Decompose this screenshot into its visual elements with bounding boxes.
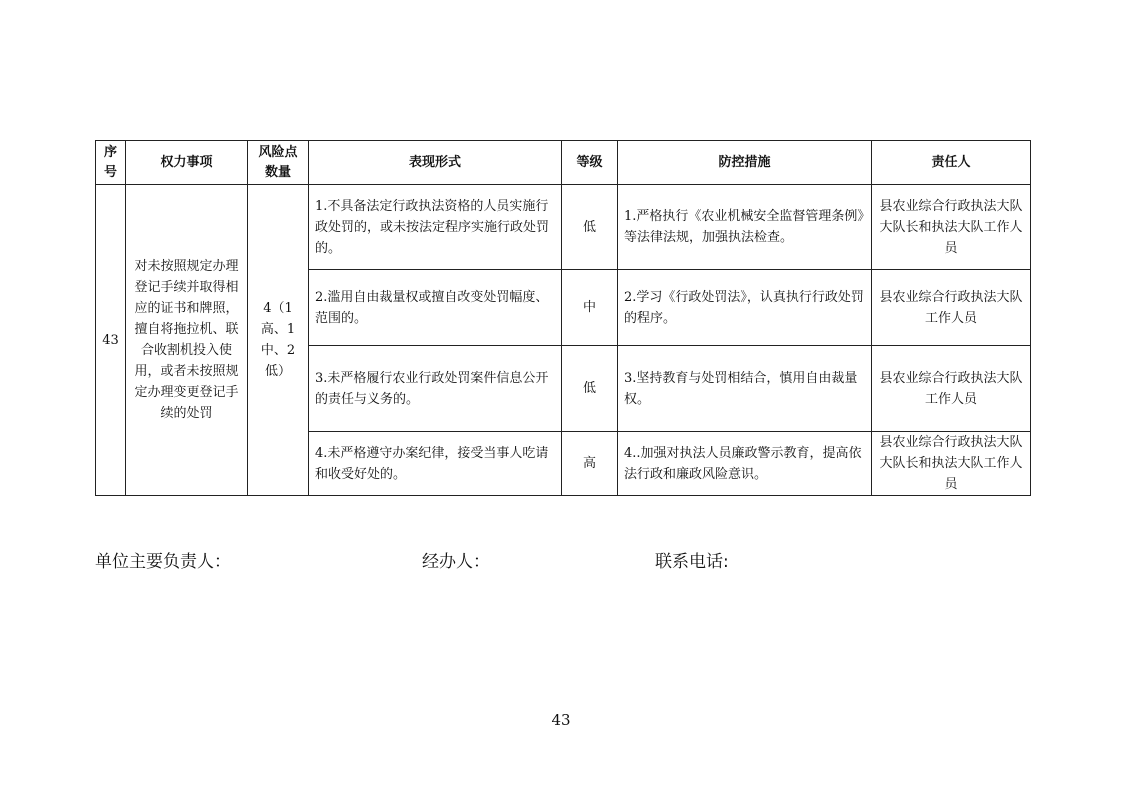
signature-footer	[95, 547, 1030, 573]
measure-cell: 4..加强对执法人员廉政警示教育，提高依法行政和廉政风险意识。	[618, 432, 872, 496]
header-risk-count-line-1: 风险点	[258, 144, 298, 160]
phone-label: 联系电话:	[655, 552, 729, 572]
form-cell: 4.未严格遵守办案纪律，接受当事人吃请和收受好处的。	[309, 432, 562, 496]
leader-label: 单位主要负责人：	[95, 552, 231, 572]
handler-label: 经办人：	[422, 552, 490, 572]
risk-control-table	[95, 140, 1031, 496]
person-cell: 县农业综合行政执法大队大队长和执法大队工作人员	[872, 432, 1031, 496]
header-seq-line-1: 序	[103, 144, 117, 160]
measure-cell: 2.学习《行政处罚法》，认真执行行政处罚的程序。	[618, 270, 872, 346]
person-cell: 县农业综合行政执法大队大队长和执法大队工作人员	[872, 185, 1031, 270]
form-cell: 1.不具备法定行政执法资格的人员实施行政处罚的，或未按法定程序实施行政处罚的。	[309, 185, 562, 270]
level-cell: 低	[562, 185, 618, 270]
header-power-item: 权力事项	[126, 141, 248, 185]
header-measure: 防控措施	[618, 141, 872, 185]
header-seq-line-2: 号	[103, 164, 117, 180]
person-cell: 县农业综合行政执法大队工作人员	[872, 270, 1031, 346]
header-person: 责任人	[872, 141, 1031, 185]
level-cell: 中	[562, 270, 618, 346]
header-form: 表现形式	[309, 141, 562, 185]
header-risk-count-line-2: 数量	[264, 164, 291, 180]
seq-cell: 43	[96, 185, 126, 496]
level-cell: 低	[562, 346, 618, 432]
risk-count-cell: 4（1高、1中、2低）	[248, 185, 309, 496]
form-cell: 2.滥用自由裁量权或擅自改变处罚幅度、范围的。	[309, 270, 562, 346]
header-risk-count	[248, 141, 309, 185]
power-item-cell: 对未按照规定办理登记手续并取得相应的证书和牌照，擅自将拖拉机、联合收割机投入使用，或者未按照规定办理变更登记手续的处罚	[126, 185, 248, 496]
measure-cell: 1.严格执行《农业机械安全监督管理条例》等法律法规，加强执法检查。	[618, 185, 872, 270]
form-cell: 3.未严格履行农业行政处罚案件信息公开的责任与义务的。	[309, 346, 562, 432]
page-number: 43	[551, 711, 571, 729]
table-header-row	[96, 141, 1031, 185]
person-cell: 县农业综合行政执法大队工作人员	[872, 346, 1031, 432]
header-level: 等级	[562, 141, 618, 185]
table-row	[96, 185, 1031, 270]
measure-cell: 3.坚持教育与处罚相结合，慎用自由裁量权。	[618, 346, 872, 432]
header-seq	[96, 141, 126, 185]
level-cell: 高	[562, 432, 618, 496]
